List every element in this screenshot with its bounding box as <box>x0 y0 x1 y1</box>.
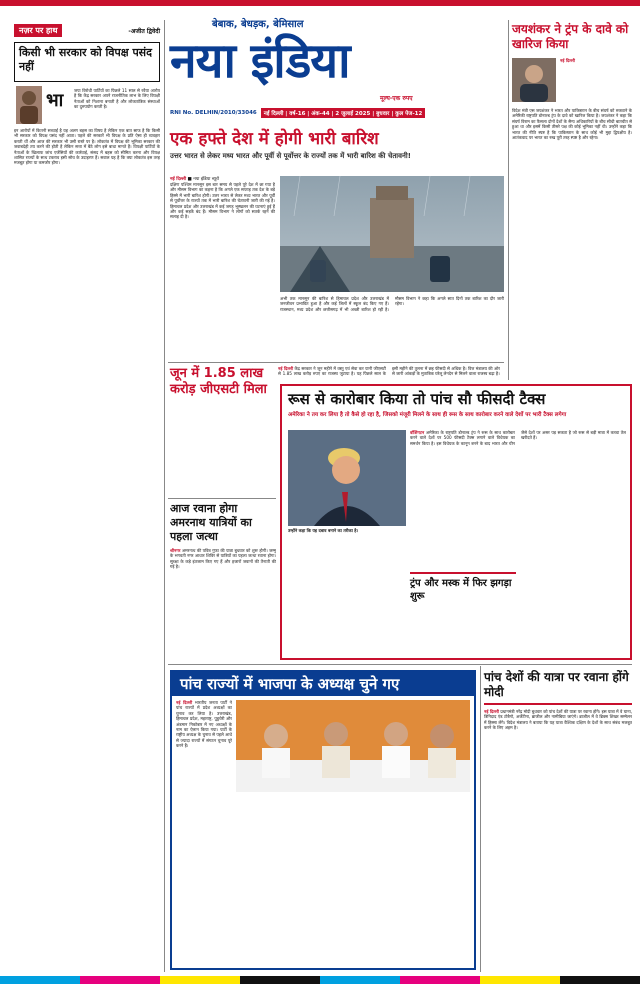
amarnath-body <box>170 548 276 688</box>
jaishankar-story <box>512 22 632 141</box>
modi-story <box>484 670 632 965</box>
modi-dateline: नई दिल्ली <box>484 709 499 714</box>
russia-subhead: अमेरिका ने तय कर लिया है तो कैसे हो रहा है, जिसको मंजूरी मिलने के साथ ही रूस के साथ कारोबार करने वाले देशों पर भारी टैक्स लगेगा <box>288 412 567 418</box>
bjp-body-text: भारतीय जनता पार्टी ने पांच राज्यों में प्रदेश अध्यक्षों का चुनाव कर लिया है। उत्तराखंड, हिमाचल प्रदेश, महाराष्ट्र, पुडुचेरी और अंडमान निकोबार में नए अध्यक्षों के नाम का ऐलान किया गया। पार्टी के राष्ट्रीय अध्यक्ष के चुनाव से पहले आधे से ज्यादा राज्यों में संगठन चुनाव पूरे करने हैं। <box>176 700 232 749</box>
rni-number: RNI No. DELHIN/2010/33046 <box>170 110 257 116</box>
lead-text-col <box>170 176 275 302</box>
russia-body <box>410 430 626 656</box>
gst-dateline: नई दिल्ली <box>278 366 294 371</box>
issue-line: नई दिल्ली | वर्ष-16 | अंक-44 | 2 जुलाई 2025 | बुधवार | कुल पेज-12 <box>261 108 426 118</box>
author-photo <box>16 86 42 124</box>
rain-photo <box>280 176 504 292</box>
column-author: -अजीत द्विवेदी <box>128 27 160 35</box>
bjp-photo <box>236 700 470 792</box>
left-body-text: इन आरोपों में कितनी सच्चाई है यह अलग बहस का विषय है लेकिन एक बात साफ है कि किसी भी सरकार को विपक्ष पसंद नहीं आता। पहले की सरकारें भी विपक्ष के प्रति ऐसा ही व्यवहार करती थीं और आज की सरकार भी उसी रास्ते पर है। लोकतंत्र में विपक्ष की भूमिका सरकार की जवाबदेही तय करने की होती है लेकिन सत्ता में बैठे लोग इसे बाधा मानते हैं। विपक्षी पार्टियों के नेताओं के खिलाफ जांच एजेंसियों की कार्रवाई, संसद में बहस को सीमित करना और विपक्ष शासित राज्यों के साथ टकराव इसी सोच के उदाहरण हैं। सवाल यह है कि क्या लोकतंत्र इस तरह मजबूत होगा या कमजोर होगा। <box>14 128 160 166</box>
masthead-title[interactable]: नया इंडिया <box>170 33 350 89</box>
russia-body-text: अमेरिका के राष्ट्रपति डोनाल्ड ट्रंप ने रूस के साथ कारोबार करने वाले देशों पर 500 फीसदी टैक्स लगाने वाले विधेयक का समर्थन किया है। इस विधेयक के कानून बनने के बाद भारत और चीन जैसे देशों पर असर पड़ सकता है जो रूस से बड़ी मात्रा में कच्चा तेल खरीदते हैं। <box>410 430 626 446</box>
russia-dateline: वॉशिंगटन <box>410 430 425 435</box>
jaishankar-photo <box>512 58 556 102</box>
footer-color-bar <box>0 976 640 984</box>
lead-story <box>170 128 444 161</box>
jaishankar-intro <box>560 58 632 104</box>
russia-body-left <box>288 544 406 654</box>
lead-subhead: उत्तर भारत से लेकर मध्य भारत और पूर्वी से पूर्वोत्तर के राज्यों तक में भारी बारिश की चेतावनी! <box>170 152 411 160</box>
masthead <box>170 16 442 126</box>
modi-headline[interactable]: पांच देशों की यात्रा पर रवाना होंगे मोदी <box>484 670 632 705</box>
gst-story <box>170 366 278 398</box>
modi-body-text: प्रधानमंत्री नरेंद्र मोदी बुधवार को पांच देशों की यात्रा पर रवाना होंगे। इस यात्रा में वे घाना, त्रिनिदाद एंड टोबैगो, अर्जेंटीना, ब्राजील और नामीबिया जाएंगे। ब्राजील में वे ब्रिक्स शिखर सम्मेलन में हिस्सा लेंगे। विदेश मंत्रालय ने बताया कि यह यात्रा वैश्विक दक्षिण के देशों के साथ संबंध मजबूत करने के लिए अहम है। <box>484 709 632 731</box>
dropcap: भा <box>46 90 64 111</box>
amarnath-dateline: श्रीनगर <box>170 548 181 553</box>
bjp-body-cont <box>236 796 470 966</box>
left-body <box>14 128 160 976</box>
issue-strip <box>170 106 442 120</box>
amarnath-story <box>170 502 276 688</box>
jaishankar-dateline: नई दिल्ली <box>560 58 575 63</box>
lead-headline[interactable]: एक हफ्ते देश में होगी भारी बारिश <box>170 129 379 149</box>
lead-byline: ■ नया इंडिया ब्यूरो <box>187 177 220 182</box>
left-headline-box <box>14 42 160 82</box>
masthead-tagline: बेबाक, बेधड़क, बेमिसाल <box>212 19 304 30</box>
trump-photo <box>288 430 406 526</box>
section-tag: नज़र पर हाथ <box>14 24 62 37</box>
top-color-bar <box>0 0 640 6</box>
russia-headline[interactable]: रूस से कारोबार किया तो पांच सौ फीसदी टैक्स <box>288 390 546 408</box>
lead-body2: अभी तक मानसून की बारिश से हिमाचल प्रदेश और उत्तराखंड में जनजीवन प्रभावित हुआ है और कई जिलों में स्कूल बंद किए गए हैं। राजस्थान, मध्य प्रदेश और छत्तीसगढ़ में भी अच्छी बारिश हो रही है। मौसम विभाग ने कहा कि अगले सात दिनों तक बारिश का दौर जारी रहेगा। <box>280 296 504 312</box>
musk-inset-headline[interactable]: ट्रंप और मस्क में फिर झगड़ा शुरू <box>410 578 512 602</box>
amarnath-body-text: अमरनाथ की पवित्र गुफा की यात्रा बुधवार को शुरू होगी। जम्मू के भगवती नगर आधार शिविर से यात्रियों का पहला जत्था रवाना होगा। सुरक्षा के कड़े इंतजाम किए गए हैं और हजारों जवानों की तैनाती की गई है। <box>170 548 276 570</box>
russia-story-box <box>280 384 632 660</box>
left-column <box>14 24 160 166</box>
gst-headline[interactable]: जून में 1.85 लाख करोड़ जीएसटी मिला <box>170 366 267 397</box>
modi-body <box>484 709 632 965</box>
bjp-dateline: नई दिल्ली <box>176 700 193 705</box>
lead-body: दक्षिण पश्चिम मानसून इस बार समय से पहले पूरे देश में छा गया है और मौसम विभाग का कहना है कि अगले एक सप्ताह तक देश के बड़े हिस्से में भारी बारिश होगी। उत्तर भारत से लेकर मध्य भारत और पूर्वी से पूर्वोत्तर के राज्यों तक में भारी बारिश की चेतावनी जारी की गई है। हिमाचल प्रदेश और उत्तराखंड में कई जगह भूस्खलन की घटनाएं हुई हैं और कई सड़कें बंद हैं। मौसम विभाग ने लोगों को सतर्क रहने की सलाह दी है। <box>170 182 275 220</box>
lead-dateline: नई दिल्ली <box>170 177 187 182</box>
bjp-lead-col <box>176 700 232 966</box>
bjp-story-box <box>170 670 476 970</box>
left-intro: जपा विरोधी पार्टियों का पिछले 11 साल से रवैया आरोप है कि केंद्र सरकार अपने राजनीतिक लाभ के लिए विपक्षी नेताओं को निशाना बनाती है और लोकतांत्रिक संस्थाओं का दुरुपयोग करती है। <box>74 88 160 110</box>
jaishankar-headline[interactable]: जयशंकर ने ट्रंप के दावे को खारिज किया <box>512 22 629 51</box>
price: मूल्य-एक रुपए <box>380 95 413 102</box>
gst-body-text: केंद्र सरकार ने जून महीने में वस्तु एवं सेवा कर यानी जीएसटी से 1.85 लाख करोड़ रुपए का राजस्व जुटाया है। यह पिछले साल के इसी महीने की तुलना में छह फीसदी से अधिक है। वित्त मंत्रालय की ओर से जारी आंकड़ों के मुताबिक घरेलू लेनदेन से मिलने वाला राजस्व बढ़ा है। <box>278 366 500 377</box>
left-headline: किसी भी सरकार को विपक्ष पसंद नहीं <box>19 46 152 73</box>
amarnath-headline[interactable]: आज रवाना होगा अमरनाथ यात्रियों का पहला जत्था <box>170 502 252 543</box>
bjp-headline[interactable]: पांच राज्यों में भाजपा के अध्यक्ष चुने गए <box>172 672 474 696</box>
musk-inset <box>410 572 516 603</box>
trump-photo-caption: उन्होंने कहा कि यह दबाव बनाने का तरीका है। <box>288 528 359 533</box>
jaishankar-body: विदेश मंत्री एस जयशंकर ने भारत और पाकिस्तान के बीच संघर्ष को रुकवाने के अमेरिकी राष्ट्रपति डोनाल्ड ट्रंप के दावे को खारिज किया है। जयशंकर ने कहा कि संघर्ष विराम का फैसला दोनों देशों के सैन्य अधिकारियों के बीच सीधी बातचीत से हुआ था और इसमें किसी तीसरे पक्ष की कोई भूमिका नहीं थी। उन्होंने कहा कि भारत की नीति स्पष्ट है कि पाकिस्तान के साथ कोई भी मुद्दा द्विपक्षीय है। आतंकवाद पर भारत का रुख पूरी तरह स्पष्ट है और रहेगा। <box>512 108 632 141</box>
